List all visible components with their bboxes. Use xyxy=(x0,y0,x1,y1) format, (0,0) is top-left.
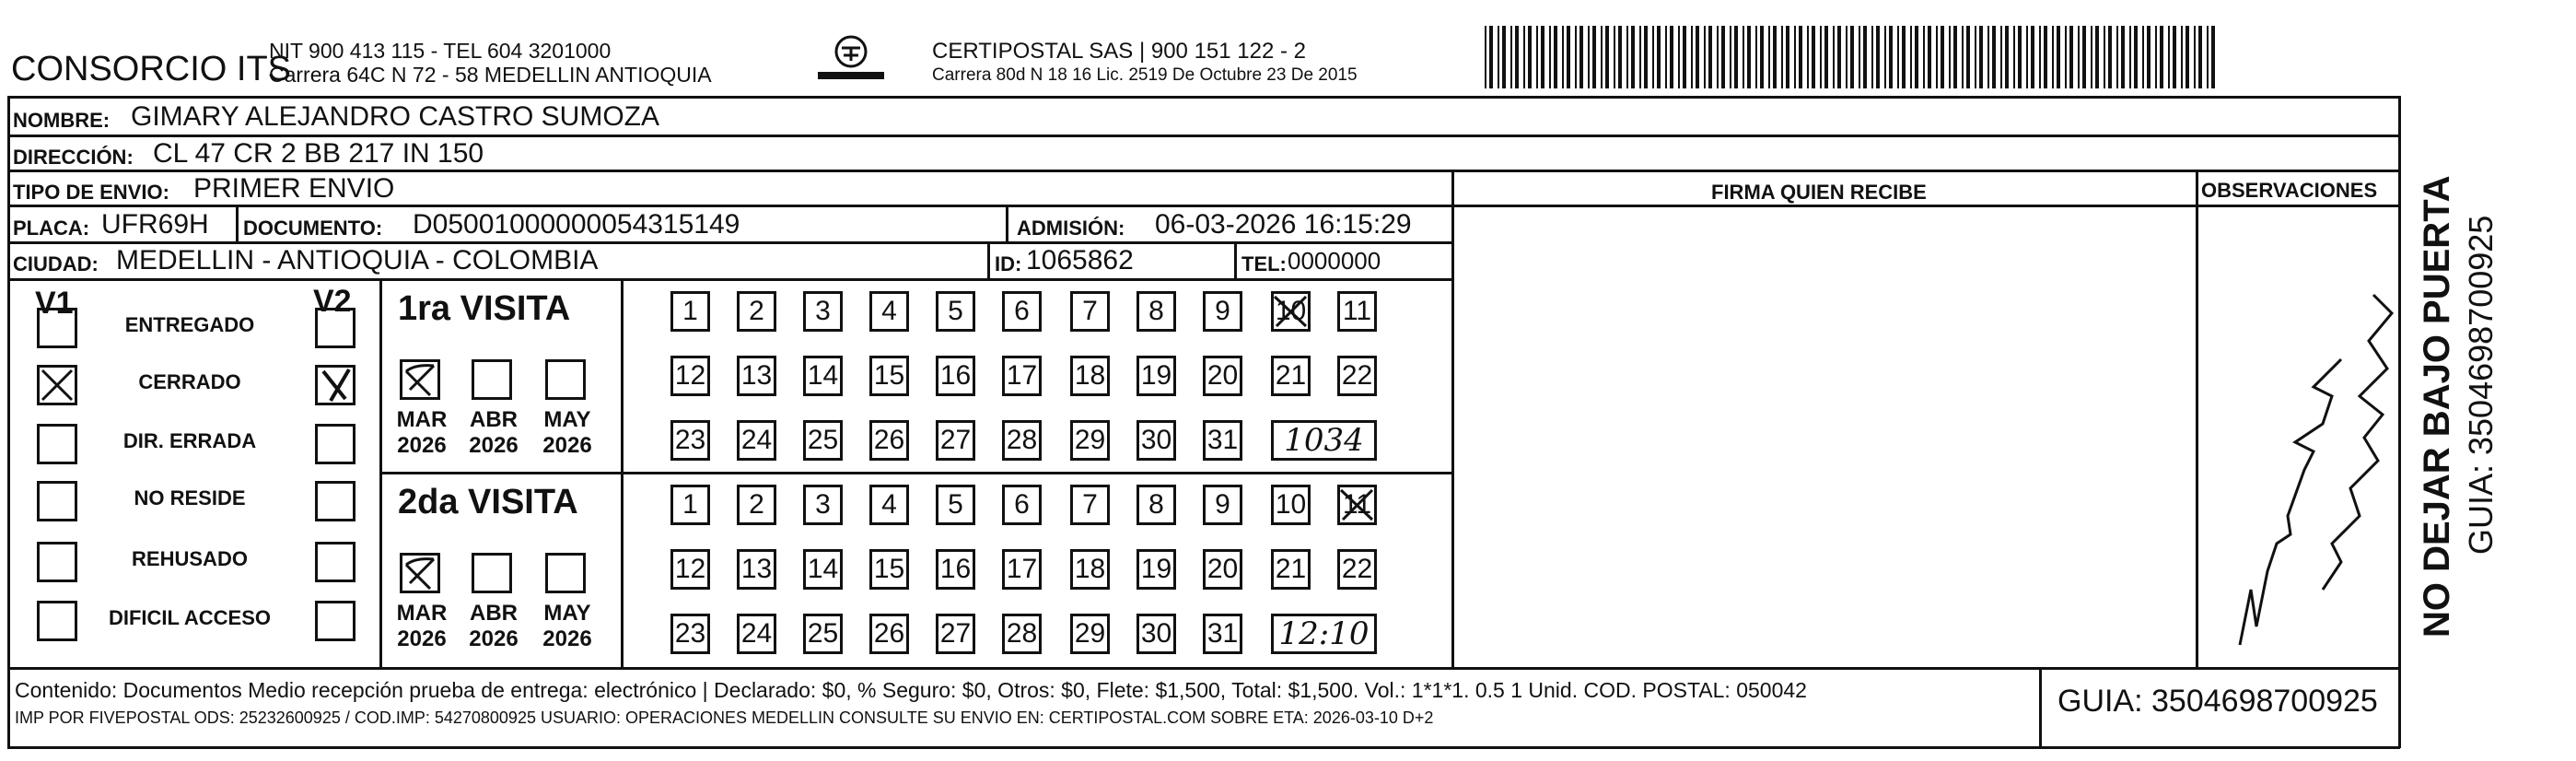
day-box[interactable]: 1 xyxy=(670,291,710,332)
visit-title: 2da VISITA xyxy=(398,483,578,521)
day-box[interactable]: 2 xyxy=(737,485,776,525)
day-box[interactable]: 5 xyxy=(936,291,975,332)
day-box[interactable]: 5 xyxy=(936,485,975,525)
shipment-type: PRIMER ENVIO xyxy=(193,173,395,204)
day-box[interactable]: 20 xyxy=(1203,549,1242,590)
status-label: DIR. ERRADA xyxy=(122,429,257,452)
footer-guia: GUIA: 3504698700925 xyxy=(2057,684,2378,719)
v2-checkbox[interactable] xyxy=(315,601,356,641)
day-box[interactable]: 24 xyxy=(737,614,776,654)
side-warning: NO DEJAR BAJO PUERTA xyxy=(2417,175,2457,638)
month-label: ABR xyxy=(470,407,518,432)
month-year: 2026 xyxy=(469,626,519,651)
v1-header: V1 xyxy=(35,286,74,321)
month-label: MAR xyxy=(396,407,448,432)
city-label: CIUDAD: xyxy=(13,252,99,275)
day-box[interactable]: 31 xyxy=(1203,614,1242,654)
day-mark xyxy=(1337,485,1377,525)
day-box[interactable]: 7 xyxy=(1070,291,1110,332)
status-label: REHUSADO xyxy=(132,547,248,570)
status-label: ENTREGADO xyxy=(124,313,255,336)
day-box[interactable]: 26 xyxy=(869,614,909,654)
logo-text xyxy=(810,70,817,71)
month-checkbox[interactable] xyxy=(472,553,512,593)
day-box[interactable]: 19 xyxy=(1136,356,1176,396)
courier-address: Carrera 80d N 18 16 Lic. 2519 De Octubre 23 De 2015 xyxy=(932,65,1358,85)
company-address: Carrera 64C N 72 - 58 MEDELLIN ANTIOQUIA xyxy=(269,63,712,87)
document-value: D05001000000054315149 xyxy=(413,209,740,240)
status-label: DIFICIL ACCESO xyxy=(108,606,271,629)
day-box[interactable]: 4 xyxy=(869,485,909,525)
day-box[interactable]: 3 xyxy=(803,485,843,525)
plate-value: UFR69H xyxy=(101,209,209,240)
day-box[interactable]: 6 xyxy=(1002,291,1042,332)
day-box[interactable]: 10 xyxy=(1271,291,1311,332)
courier-name: CERTIPOSTAL SAS | 900 151 122 - 2 xyxy=(932,39,1306,64)
day-box[interactable]: 16 xyxy=(936,549,975,590)
month-year: 2026 xyxy=(542,433,592,458)
day-box[interactable]: 14 xyxy=(803,549,843,590)
day-box[interactable]: 25 xyxy=(803,420,843,461)
day-box[interactable]: 22 xyxy=(1337,549,1377,590)
id-label: ID: xyxy=(995,252,1022,275)
day-box[interactable]: 8 xyxy=(1136,485,1176,525)
month-checkbox[interactable] xyxy=(400,359,440,400)
tel-value: 0000000 xyxy=(1288,247,1381,275)
visit-time[interactable]: 1034 xyxy=(1271,420,1377,461)
day-box[interactable]: 13 xyxy=(737,549,776,590)
day-box[interactable]: 4 xyxy=(869,291,909,332)
day-box[interactable]: 25 xyxy=(803,614,843,654)
v2-checkbox[interactable] xyxy=(315,424,356,464)
day-box[interactable]: 20 xyxy=(1203,356,1242,396)
day-box[interactable]: 8 xyxy=(1136,291,1176,332)
day-box[interactable]: 29 xyxy=(1070,614,1110,654)
day-box[interactable]: 3 xyxy=(803,291,843,332)
day-box[interactable]: 1 xyxy=(670,485,710,525)
city-value: MEDELLIN - ANTIOQUIA - COLOMBIA xyxy=(116,245,599,275)
day-box[interactable]: 12 xyxy=(670,549,710,590)
v2-checkbox[interactable] xyxy=(315,308,356,348)
status-label: NO RESIDE xyxy=(134,486,246,509)
day-box[interactable]: 17 xyxy=(1002,356,1042,396)
day-mark xyxy=(1271,291,1311,332)
side-guia: GUIA: 3504698700925 xyxy=(2462,215,2500,555)
month-year: 2026 xyxy=(542,626,592,651)
day-box[interactable]: 24 xyxy=(737,420,776,461)
company-name: CONSORCIO ITS xyxy=(11,50,292,88)
document-label: DOCUMENTO: xyxy=(243,217,383,240)
day-box[interactable]: 17 xyxy=(1002,549,1042,590)
day-box[interactable]: 31 xyxy=(1203,420,1242,461)
month-checkbox[interactable] xyxy=(545,553,586,593)
day-box[interactable]: 7 xyxy=(1070,485,1110,525)
month-checkbox[interactable] xyxy=(545,359,586,400)
day-box[interactable]: 15 xyxy=(869,549,909,590)
v2-header: V2 xyxy=(313,284,352,319)
month-label: MAR xyxy=(396,601,448,626)
observations-handwriting xyxy=(2203,240,2396,663)
tel-label: TEL: xyxy=(1241,252,1287,275)
month-year: 2026 xyxy=(397,626,447,651)
day-box[interactable]: 19 xyxy=(1136,549,1176,590)
day-box[interactable]: 16 xyxy=(936,356,975,396)
month-year: 2026 xyxy=(469,433,519,458)
day-box[interactable]: 21 xyxy=(1271,356,1311,396)
day-box[interactable]: 27 xyxy=(936,420,975,461)
v2-checkbox[interactable] xyxy=(315,365,356,405)
day-box[interactable]: 18 xyxy=(1070,356,1110,396)
day-box[interactable]: 27 xyxy=(936,614,975,654)
v2-checkbox[interactable] xyxy=(315,542,356,582)
month-label: MAY xyxy=(543,601,591,626)
visit-title: 1ra VISITA xyxy=(398,289,571,328)
day-box[interactable]: 11 xyxy=(1337,291,1377,332)
day-box[interactable]: 13 xyxy=(737,356,776,396)
signature-header: FIRMA QUIEN RECIBE xyxy=(1711,181,1927,204)
month-label: MAY xyxy=(543,407,591,432)
recipient-address: CL 47 CR 2 BB 217 IN 150 xyxy=(153,138,484,169)
day-box[interactable]: 2 xyxy=(737,291,776,332)
day-box[interactable]: 21 xyxy=(1271,549,1311,590)
day-box[interactable]: 22 xyxy=(1337,356,1377,396)
barcode xyxy=(1485,26,2221,88)
month-label: ABR xyxy=(470,601,518,626)
day-box[interactable]: 11 xyxy=(1337,485,1377,525)
month-checkbox[interactable] xyxy=(472,359,512,400)
plate-label: PLACA: xyxy=(13,217,90,240)
admission-value: 06-03-2026 16:15:29 xyxy=(1155,209,1412,240)
certipostal-logo xyxy=(810,33,892,87)
day-box[interactable]: 9 xyxy=(1203,485,1242,525)
observations-header: OBSERVACIONES xyxy=(2201,179,2378,202)
month-year: 2026 xyxy=(397,433,447,458)
day-box[interactable]: 28 xyxy=(1002,420,1042,461)
day-box[interactable]: 30 xyxy=(1136,420,1176,461)
company-nit: NIT 900 413 115 - TEL 604 3201000 xyxy=(269,39,612,63)
month-checkbox[interactable] xyxy=(400,553,440,593)
type-label: TIPO DE ENVIO: xyxy=(13,181,169,204)
day-box[interactable]: 26 xyxy=(869,420,909,461)
day-box[interactable]: 10 xyxy=(1271,485,1311,525)
footer-imp: IMP POR FIVEPOSTAL ODS: 25232600925 / COD.IMP: 54270800925 USUARIO: OPERACIONES MEDELLIN CONSULTE SU ENVIO EN: CERTIPOSTAL.COM SOBRE ETA: 2026-03-10 D+2 xyxy=(15,708,1434,727)
day-box[interactable]: 28 xyxy=(1002,614,1042,654)
day-box[interactable]: 9 xyxy=(1203,291,1242,332)
day-box[interactable]: 30 xyxy=(1136,614,1176,654)
address-label: DIRECCIÓN: xyxy=(13,146,134,169)
id-value: 1065862 xyxy=(1026,245,1134,275)
admission-label: ADMISIÓN: xyxy=(1017,217,1125,240)
day-box[interactable]: 23 xyxy=(670,420,710,461)
recipient-name: GIMARY ALEJANDRO CASTRO SUMOZA xyxy=(131,101,659,132)
day-box[interactable]: 12 xyxy=(670,356,710,396)
day-box[interactable]: 6 xyxy=(1002,485,1042,525)
visit-time[interactable]: 12:10 xyxy=(1271,614,1377,654)
day-box[interactable]: 15 xyxy=(869,356,909,396)
footer-contents: Contenido: Documentos Medio recepción prueba de entrega: electrónico | Declarado: $0, % Seguro: $0, Otros: $0, Flete: $1,500, Total: $1,500. Vol.: 1*1*1. 0.5 1 Unid. COD. POSTAL: 050042 xyxy=(15,678,1807,702)
day-box[interactable]: 29 xyxy=(1070,420,1110,461)
day-box[interactable]: 23 xyxy=(670,614,710,654)
status-label: CERRADO xyxy=(138,370,241,393)
day-box[interactable]: 18 xyxy=(1070,549,1110,590)
day-box[interactable]: 14 xyxy=(803,356,843,396)
name-label: NOMBRE: xyxy=(13,109,111,132)
v2-checkbox[interactable] xyxy=(315,481,356,521)
